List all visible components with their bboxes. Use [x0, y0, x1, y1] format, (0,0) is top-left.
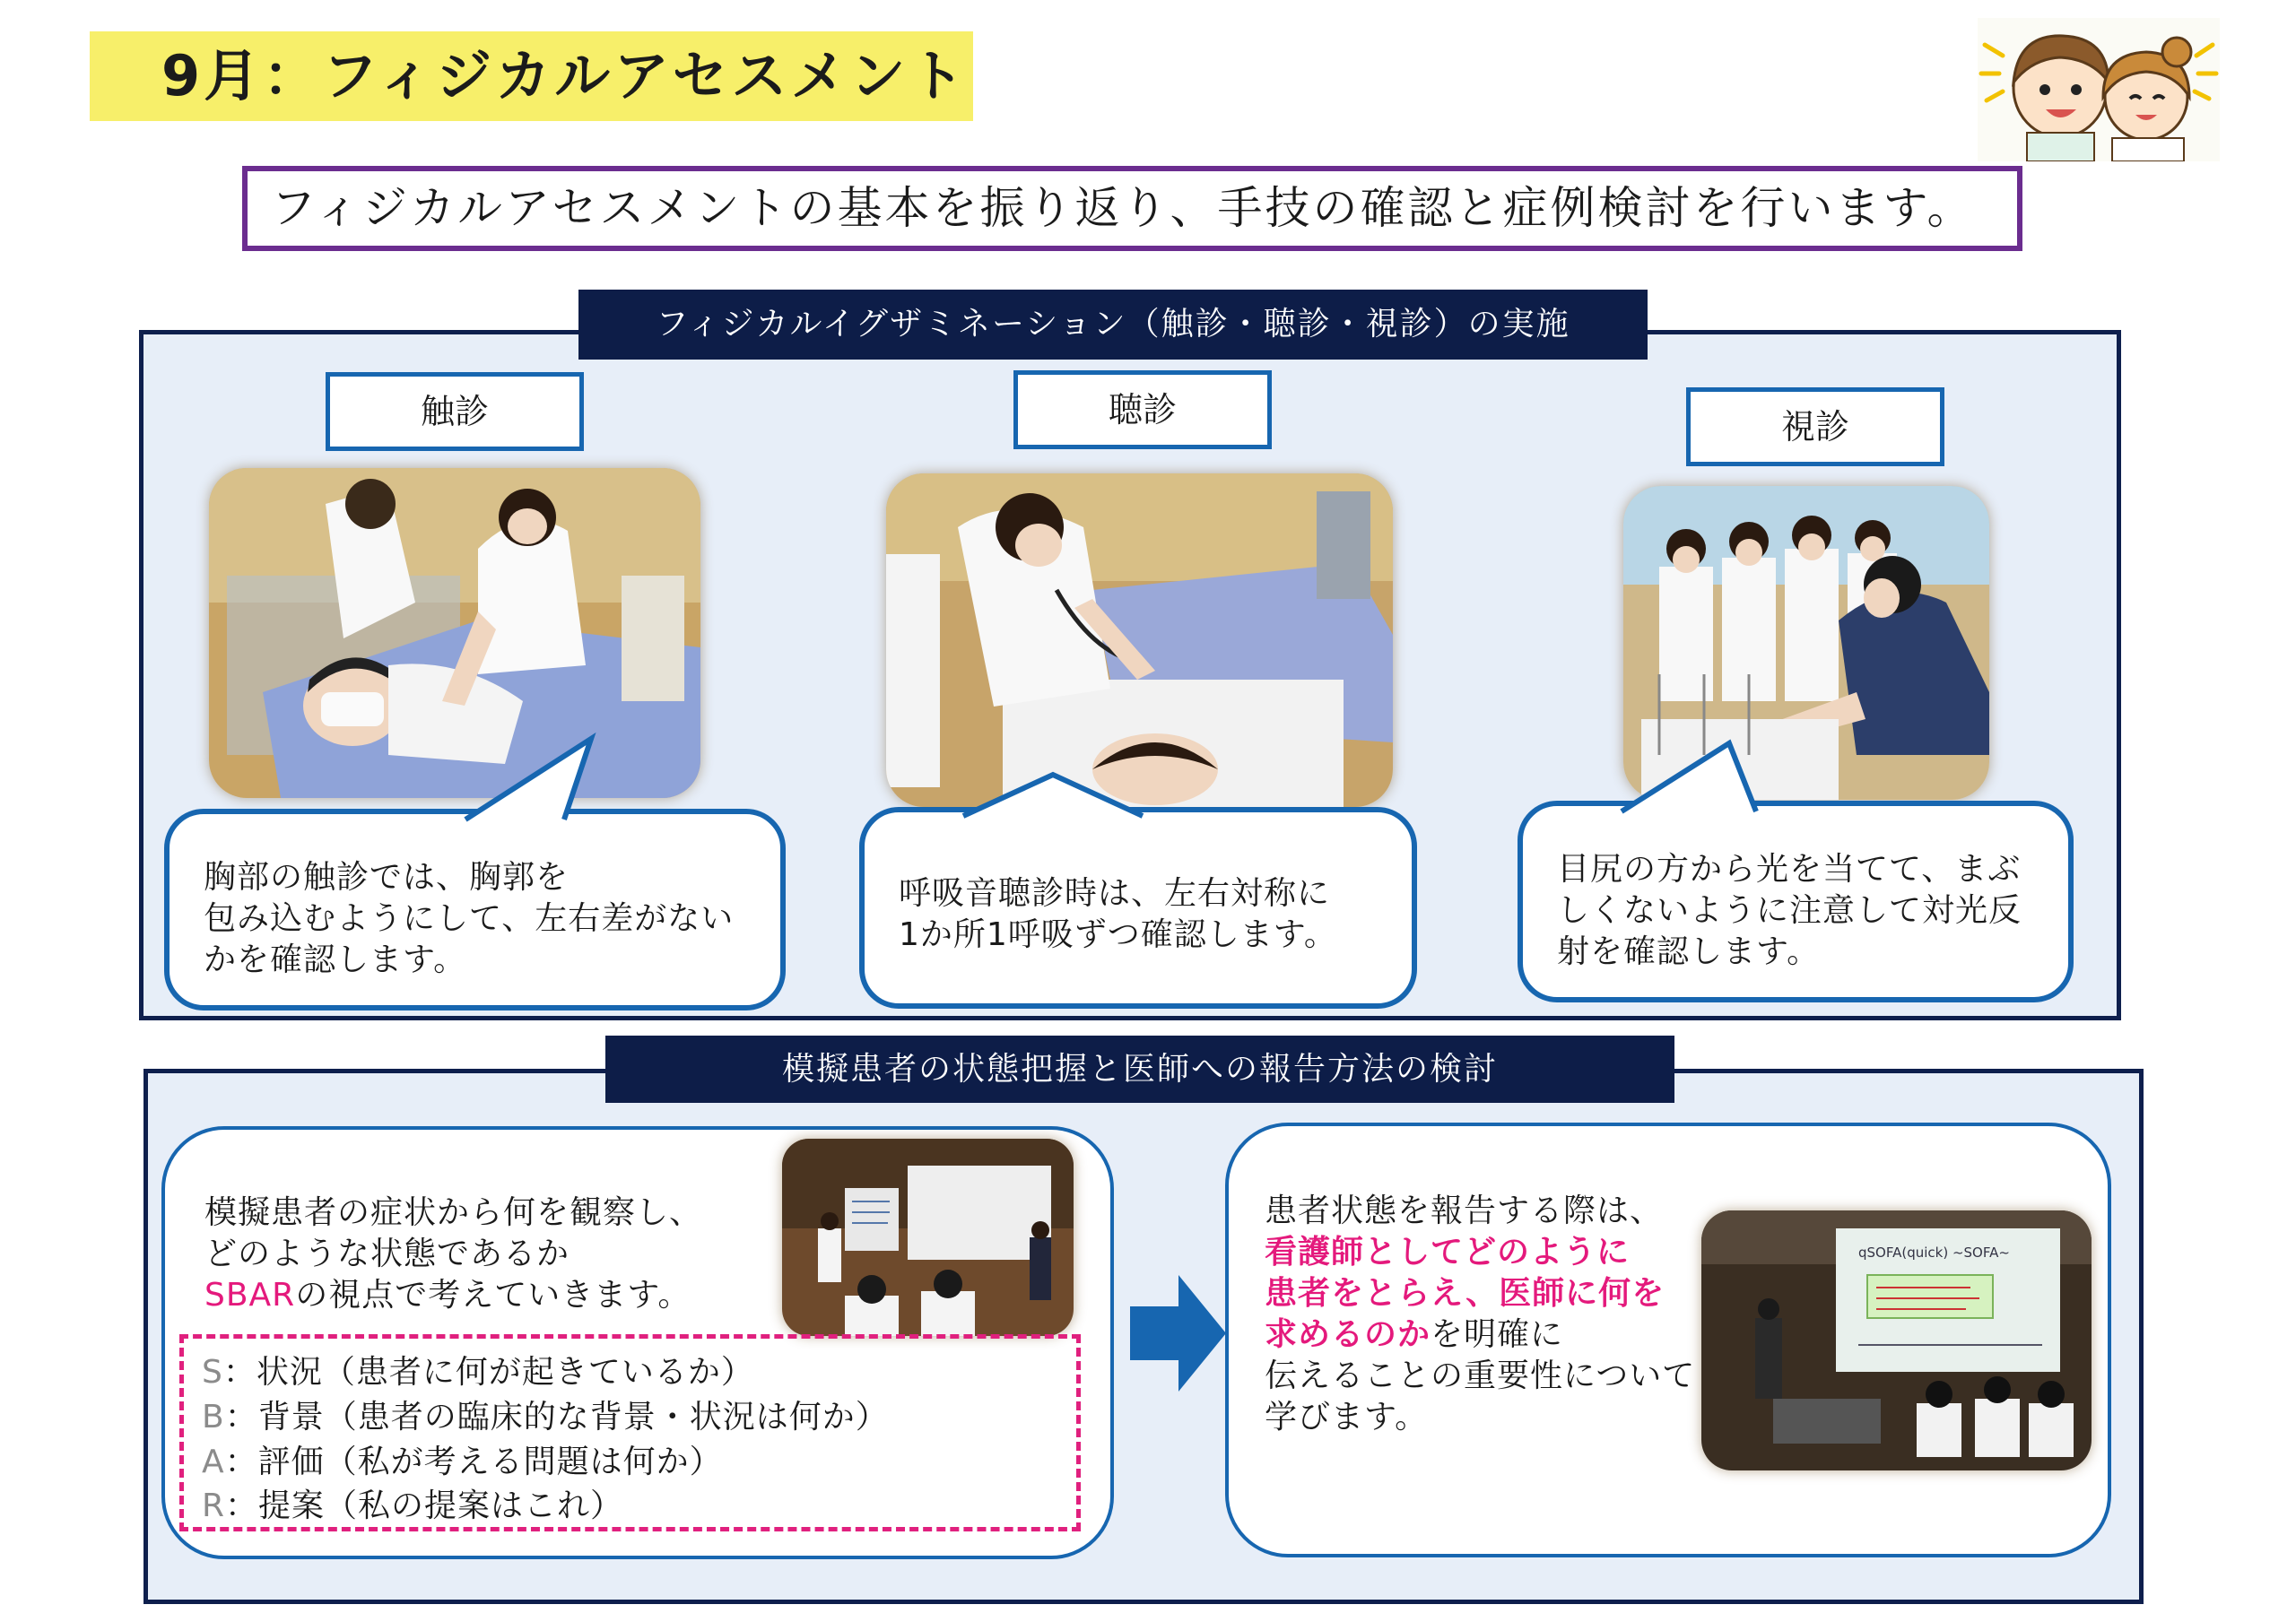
palpation-note-line-1: 胸部の触診では、胸郭を: [204, 859, 570, 896]
sbar-intro-line-3: [204, 1275, 778, 1316]
sbar-key-s: S: [202, 1354, 223, 1391]
inspection-note-line-2: しくないように注意して対光反: [1557, 892, 2022, 929]
auscultation-photo: [886, 473, 1393, 807]
sbar-text-s: ：状況（患者に何が起きているか）: [222, 1354, 754, 1391]
report-text: [1265, 1191, 1767, 1438]
sbar-intro-line-1: 模擬患者の症状から何を観察し、: [204, 1194, 703, 1231]
report-highlight-2: 患者をとらえ、医師に何を: [1265, 1275, 1665, 1312]
sbar-key-b: B: [202, 1399, 225, 1436]
arrow-right-icon: [1123, 1266, 1231, 1401]
sbar-text-b: ：背景（患者の臨床的な背景・状況は何か）: [224, 1399, 889, 1436]
lecture-photo: [1701, 1210, 2092, 1470]
auscultation-note-line-1: 呼吸音聴診時は、左右対称に: [899, 875, 1331, 912]
palpation-note-line-2: 包み込むようにして、左右差がない: [204, 900, 735, 937]
subtitle-box: フィジカルアセスメントの基本を振り返り、手技の確認と症例検討を行います。: [242, 166, 2022, 251]
palpation-note-line-3: かを確認します。: [204, 941, 467, 978]
auscultation-note: [859, 807, 1417, 1009]
label-inspection: 視診: [1686, 387, 1944, 466]
sbar-item-s: [202, 1347, 754, 1392]
mascot-icon: [1978, 18, 2220, 161]
sbar-item-r: [202, 1480, 623, 1526]
sbar-text-a: ：評価（私が考える問題は何か）: [224, 1444, 723, 1480]
label-auscultation: 聴診: [1013, 370, 1272, 449]
inspection-note-line-3: 射を確認します。: [1557, 933, 1821, 970]
sbar-item-a: [202, 1436, 723, 1482]
palpation-note: [164, 809, 786, 1010]
inspection-note-line-1: 目尻の方から光を当てて、まぶ: [1557, 851, 2022, 888]
sbar-intro-line-2: どのような状態であるか: [204, 1236, 570, 1272]
slide-title: qSOFA(quick) ~SOFA~: [1858, 1245, 2010, 1261]
report-line-1: 患者状態を報告する際は、: [1265, 1193, 1664, 1229]
sbar-intro-tail: の視点で考えていきます。: [295, 1277, 691, 1314]
palpation-photo: [209, 468, 700, 798]
sbar-term: SBAR: [204, 1277, 296, 1314]
meeting-photo: [782, 1139, 1074, 1336]
sbar-key-a: A: [202, 1444, 225, 1480]
label-palpation: 触診: [326, 372, 584, 451]
auscultation-note-line-2: 1か所1呼吸ずつ確認します。: [899, 916, 1337, 953]
report-line-4: [1265, 1314, 1767, 1356]
sbar-intro-text: [204, 1193, 778, 1316]
report-after: を明確に: [1431, 1316, 1564, 1353]
sbar-text-r: ：提案（私の提案はこれ）: [225, 1488, 624, 1524]
report-highlight-1: 看護師としてどのように: [1265, 1234, 1631, 1271]
report-highlight-3: 求めるのか: [1265, 1316, 1431, 1353]
sbar-item-b: [202, 1392, 889, 1437]
section-title-reporting: 模擬患者の状態把握と医師への報告方法の検討: [605, 1036, 1674, 1103]
sbar-key-r: R: [202, 1488, 226, 1524]
section-title-examination: フィジカルイグザミネーション（触診・聴診・視診）の実施: [578, 290, 1648, 360]
page-title: 9月：フィジカルアセスメント: [90, 31, 973, 121]
inspection-note: [1518, 801, 2074, 1002]
report-line-5: 伝えることの重要性について: [1265, 1357, 1696, 1394]
report-line-6: 学びます。: [1265, 1399, 1429, 1436]
